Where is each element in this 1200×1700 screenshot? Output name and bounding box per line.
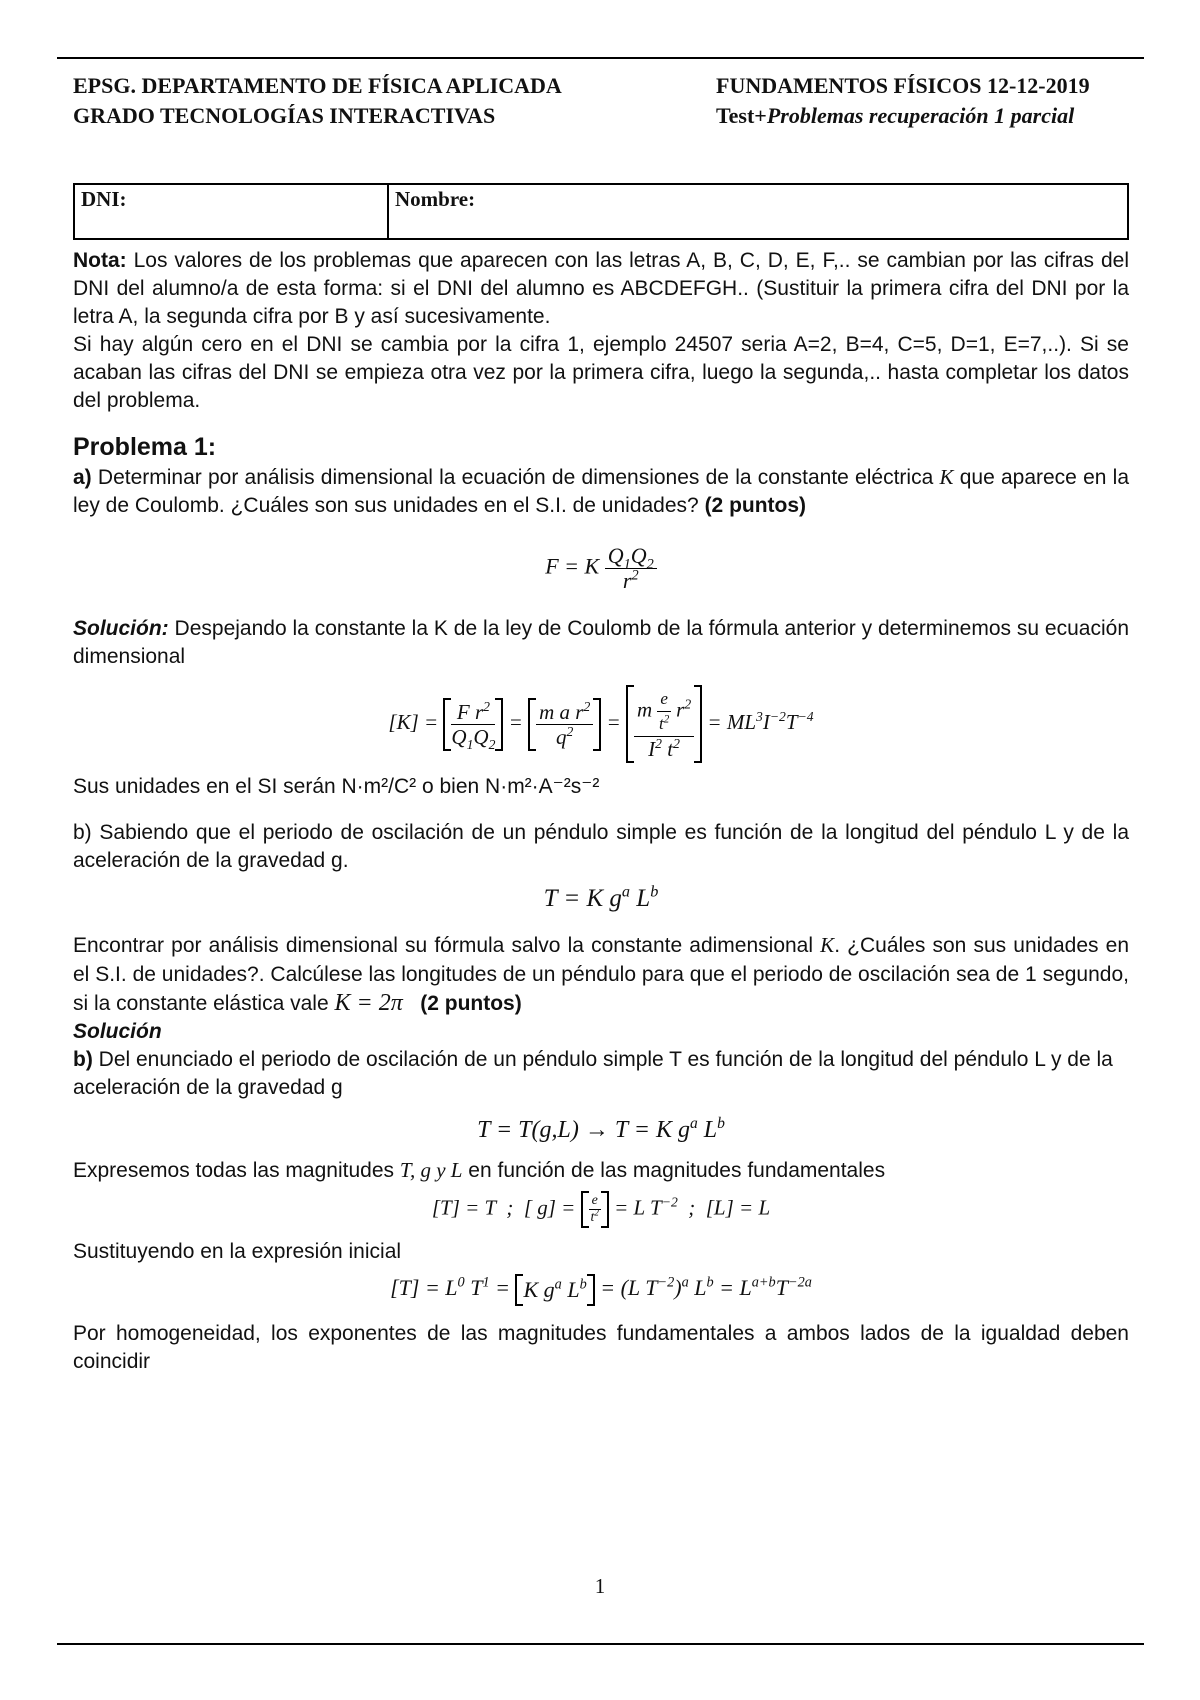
homogeneity-equation: $[T] = L^0$ $T^1 = K$ $g^a$ $L^b = (L$ $T^{-2})^a$ $L^b = L^{a+b}T^{-2a}$ [73,1274,1129,1306]
nota-label: Nota: [73,249,127,272]
solution-b-label: Solución [73,1020,162,1043]
solution-b-text: Del enunciado el periodo de oscilación de un péndulo simple T es función de la longitud del péndulo L y de la aceleración de la gravedad g [73,1048,1113,1099]
exam-subtitle [716,101,1090,131]
part-b-question [73,931,1129,1018]
solution-label: Solución: [73,617,169,640]
exam-type: Test+ [716,103,767,128]
pendulum-equation: T = K $g^a$ $L^b$ [543,882,659,912]
nota-paragraph-2: Si hay algún cero en el DNI se cambia por la cifra 1, ejemplo 24507 seria A=2, B=4, C=5, D=1, E=7,..). Si se acaban las cifras del DNI se empieza otra vez por la primera cifra, luego la segunda,.. hasta completar los datos del problema. [73,333,1129,412]
name-field[interactable] [388,184,1128,239]
nota-text-1: Los valores de los problemas que aparecen con las letras A, B, C, D, E, F,.. se cambian por las cifras del DNI del alumno/a de esta forma: si el DNI del alumno es ABCDEFGH.. (Sustituir la primera cifra del DNI por la letra A, la segunda cifra por B y así sucesivamente. [73,249,1129,328]
part-a-var: K [939,465,954,489]
page-number: 1 [594,1574,606,1598]
department-title: EPSG. DEPARTAMENTO DE FÍSICA APLICADA [73,73,562,98]
part-b-question-text: Encontrar por análisis dimensional su fórmula salvo la constante adimensional [73,934,821,957]
top-rule [57,57,1144,59]
dni-field[interactable] [74,184,388,239]
magnitudes-text: Expresemos todas las magnitudes [73,1159,400,1182]
part-b-statement: b) Sabiendo que el periodo de oscilación de un péndulo simple es función de la longitud del péndulo L y de la aceleración de la gravedad g. [73,821,1129,872]
nota-paragraph [73,247,1129,331]
substitution-paragraph: Sustituyendo en la expresión inicial [73,1240,402,1263]
student-id-box [73,183,1129,240]
bottom-rule [57,1643,1144,1645]
magnitudes-vars: T, g y L [399,1158,463,1182]
header-right [716,71,1090,131]
part-a-points: (2 puntos) [704,494,807,517]
coulomb-equation: F = K $\frac{Q_1Q_2}{r^2}$ [73,544,1129,593]
dimension-equation-k: [K] = $\frac{F r^2}{Q_1Q_2}$ = $\frac{m a r^2}{q^2}$ = m $\frac{e}{t^2}$ $r^2$ $I^2$ $t^2$ = $ML^3I^{-2}T^{-4}$ [73,685,1129,763]
course-title: FUNDAMENTOS FÍSICOS 12-12-2019 [716,73,1090,98]
fundamental-dimensions-equation: [T] = T ; [ g] = $\frac{e}{t^2}$ = L $T^{-2}$ ; [L] = L [73,1191,1129,1228]
nombre-label: Nombre: [395,187,476,211]
homogeneity-paragraph: Por homogeneidad, los exponentes de las magnitudes fundamentales a ambos lados de la igualdad deben coincidir [73,1322,1129,1373]
exam-type-italic: Problemas recuperación 1 parcial [766,103,1075,128]
magnitudes-text-2: en función de las magnitudes fundamentales [462,1159,886,1182]
part-a-statement [73,463,1129,520]
magnitudes-paragraph [73,1156,1129,1185]
part-b-var: K [820,933,835,957]
part-b-points: (2 puntos) [420,992,522,1015]
part-a-text-2: que aparece en la ley de Coulomb. ¿Cuáles son sus unidades en el S.I. de unidades? [73,466,1130,517]
units-paragraph: Sus unidades en el SI serán N·m²/C² o bien N·m²·A⁻²s⁻² [73,775,600,798]
part-a-text: Determinar por análisis dimensional la ecuación de dimensiones de la constante eléctrica [91,466,940,489]
solution-b-paragraph [73,1046,1129,1102]
degree-title: GRADO TECNOLOGÍAS INTERACTIVAS [73,103,496,128]
solution-text: Despejando la constante la K de la ley de Coulomb de la fórmula anterior y determinemos su ecuación dimensional [73,617,1129,668]
header-left [73,71,562,131]
part-b-question-text-2: . ¿Cuáles son sus unidades en el S.I. de unidades?. Calcúlese las longitudes de un péndulo para que el periodo de oscilación sea de 1 segundo, si la constante elástica vale [73,934,1129,1015]
part-a-label: a) [73,466,92,489]
problem-title: Problema 1: [73,433,217,461]
main-content [73,247,1129,1376]
dni-label: DNI: [81,187,127,211]
solution-a-paragraph [73,615,1129,671]
k-value: K = 2π [334,990,403,1016]
function-equation: T = T(g,L) → T = K $g^a$ $L^b$ [477,1115,725,1143]
solution-b-part-label: b) [73,1048,93,1071]
